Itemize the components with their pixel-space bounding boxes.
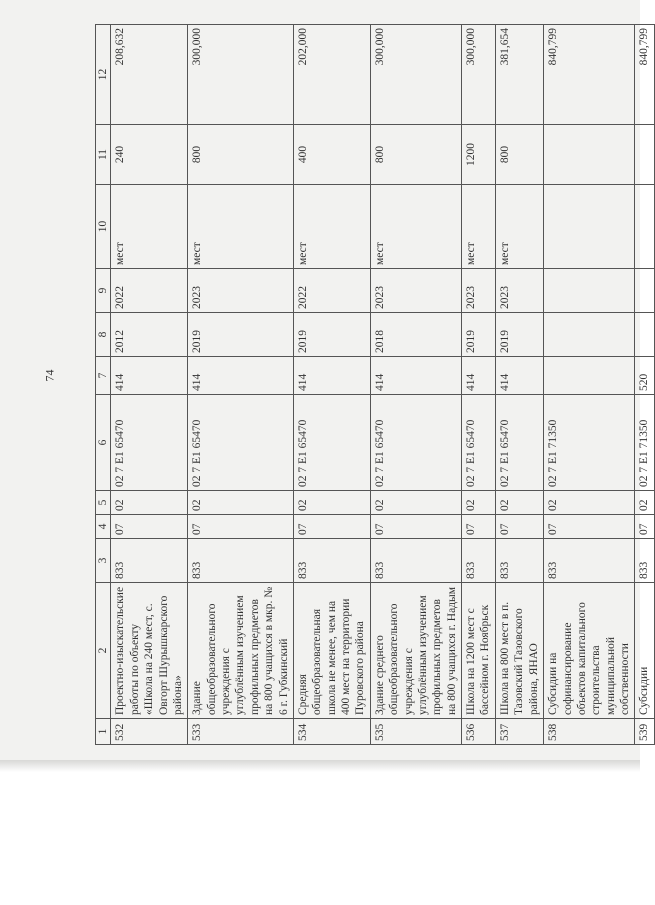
cell-c10: мест [111, 185, 188, 269]
cell-c5: 02 [496, 491, 544, 515]
cell-c7: 414 [188, 357, 294, 395]
cell-c11: 1200 [462, 125, 496, 185]
cell-c6: 02 7 E1 65470 [462, 395, 496, 491]
row-number: 535 [370, 719, 461, 745]
cell-c12: 202,000 [293, 25, 370, 125]
object-name: Субсидии [635, 583, 654, 719]
cell-c7: 414 [462, 357, 496, 395]
cell-c8: 2019 [462, 313, 496, 357]
table-row [462, 25, 496, 745]
row-number: 538 [544, 719, 635, 745]
cell-c5: 02 [370, 491, 461, 515]
table-row [370, 25, 461, 745]
table-row [111, 25, 188, 745]
cell-c9: 2023 [462, 269, 496, 313]
cell-c10: мест [293, 185, 370, 269]
cell-c9 [544, 269, 635, 313]
table-row [635, 25, 654, 745]
page-number: 74 [42, 369, 57, 382]
cell-c3: 833 [293, 539, 370, 583]
object-name: Здание общеобразовательного учреждения с углублённым изучением профильных предметов на 800 учащихся в мкр. № 6 г. Губкинский [188, 583, 294, 719]
cell-c8 [544, 313, 635, 357]
cell-c6: 02 7 E1 65470 [293, 395, 370, 491]
cell-c4: 07 [462, 515, 496, 539]
page-edge-shadow [0, 760, 640, 772]
cell-c10: мест [370, 185, 461, 269]
budget-table [95, 24, 655, 745]
header-cell: 6 [96, 395, 111, 491]
cell-c10: мест [496, 185, 544, 269]
rotated-table-container [95, 25, 651, 745]
cell-c5: 02 [188, 491, 294, 515]
cell-c4: 07 [111, 515, 188, 539]
cell-c4: 07 [188, 515, 294, 539]
cell-c12: 300,000 [188, 25, 294, 125]
cell-c6: 02 7 E1 71350 [544, 395, 635, 491]
cell-c3: 833 [496, 539, 544, 583]
cell-c10: мест [188, 185, 294, 269]
cell-c7: 414 [496, 357, 544, 395]
cell-c8 [635, 313, 654, 357]
header-cell: 5 [96, 491, 111, 515]
cell-c8: 2019 [496, 313, 544, 357]
cell-c12: 300,000 [370, 25, 461, 125]
cell-c11: 800 [188, 125, 294, 185]
object-name: Проектно-изыскательские работы по объекту «Школа на 240 мест, с. Овгорт Шурышкарского района» [111, 583, 188, 719]
cell-c7 [544, 357, 635, 395]
cell-c6: 02 7 E1 65470 [111, 395, 188, 491]
cell-c4: 07 [544, 515, 635, 539]
cell-c3: 833 [462, 539, 496, 583]
cell-c5: 02 [462, 491, 496, 515]
cell-c5: 02 [544, 491, 635, 515]
cell-c4: 07 [293, 515, 370, 539]
cell-c12: 840,799 [544, 25, 635, 125]
header-cell: 8 [96, 313, 111, 357]
cell-c3: 833 [111, 539, 188, 583]
cell-c6: 02 7 E1 71350 [635, 395, 654, 491]
cell-c9: 2022 [111, 269, 188, 313]
header-cell: 9 [96, 269, 111, 313]
table-row [293, 25, 370, 745]
cell-c10 [635, 185, 654, 269]
cell-c3: 833 [635, 539, 654, 583]
cell-c7: 414 [293, 357, 370, 395]
table-row [496, 25, 544, 745]
cell-c5: 02 [111, 491, 188, 515]
cell-c6: 02 7 E1 65470 [370, 395, 461, 491]
cell-c9: 2023 [188, 269, 294, 313]
header-cell: 11 [96, 125, 111, 185]
cell-c10: мест [462, 185, 496, 269]
row-number: 537 [496, 719, 544, 745]
cell-c7: 520 [635, 357, 654, 395]
header-cell: 3 [96, 539, 111, 583]
cell-c8: 2019 [188, 313, 294, 357]
row-number: 533 [188, 719, 294, 745]
object-name: Здание среднего общеобразовательного учреждения с углублённым изучением профильных предметов на 800 учащихся г. Надым [370, 583, 461, 719]
table-row [188, 25, 294, 745]
cell-c9: 2023 [496, 269, 544, 313]
cell-c8: 2019 [293, 313, 370, 357]
cell-c12: 840,799 [635, 25, 654, 125]
cell-c11 [544, 125, 635, 185]
row-number: 539 [635, 719, 654, 745]
cell-c3: 833 [188, 539, 294, 583]
row-number: 534 [293, 719, 370, 745]
cell-c11: 800 [496, 125, 544, 185]
cell-c12: 208,632 [111, 25, 188, 125]
cell-c11 [635, 125, 654, 185]
cell-c10 [544, 185, 635, 269]
object-name: Школа на 800 мест в п. Тазовский Тазовского района, ЯНАО [496, 583, 544, 719]
row-number: 536 [462, 719, 496, 745]
cell-c7: 414 [370, 357, 461, 395]
cell-c11: 400 [293, 125, 370, 185]
cell-c12: 381,654 [496, 25, 544, 125]
header-cell: 10 [96, 185, 111, 269]
cell-c3: 833 [544, 539, 635, 583]
cell-c8: 2018 [370, 313, 461, 357]
cell-c6: 02 7 E1 65470 [188, 395, 294, 491]
cell-c3: 833 [370, 539, 461, 583]
header-cell: 12 [96, 25, 111, 125]
cell-c4: 07 [635, 515, 654, 539]
header-row [96, 25, 111, 745]
cell-c12: 300,000 [462, 25, 496, 125]
object-name: Субсидии на софинансирование объектов капитального строительства муниципальной собственности [544, 583, 635, 719]
header-cell: 4 [96, 515, 111, 539]
cell-c11: 800 [370, 125, 461, 185]
cell-c9: 2022 [293, 269, 370, 313]
cell-c9: 2023 [370, 269, 461, 313]
cell-c4: 07 [370, 515, 461, 539]
cell-c7: 414 [111, 357, 188, 395]
table-row [544, 25, 635, 745]
cell-c4: 07 [496, 515, 544, 539]
header-cell: 7 [96, 357, 111, 395]
cell-c5: 02 [293, 491, 370, 515]
object-name: Средняя общеобразовательная школа не менее, чем на 400 мест на территории Пуровского района [293, 583, 370, 719]
row-number: 532 [111, 719, 188, 745]
header-cell: 2 [96, 583, 111, 719]
cell-c8: 2012 [111, 313, 188, 357]
cell-c11: 240 [111, 125, 188, 185]
cell-c6: 02 7 E1 65470 [496, 395, 544, 491]
header-cell: 1 [96, 719, 111, 745]
cell-c9 [635, 269, 654, 313]
cell-c5: 02 [635, 491, 654, 515]
object-name: Школа на 1200 мест с бассейном г. Ноябрьск [462, 583, 496, 719]
